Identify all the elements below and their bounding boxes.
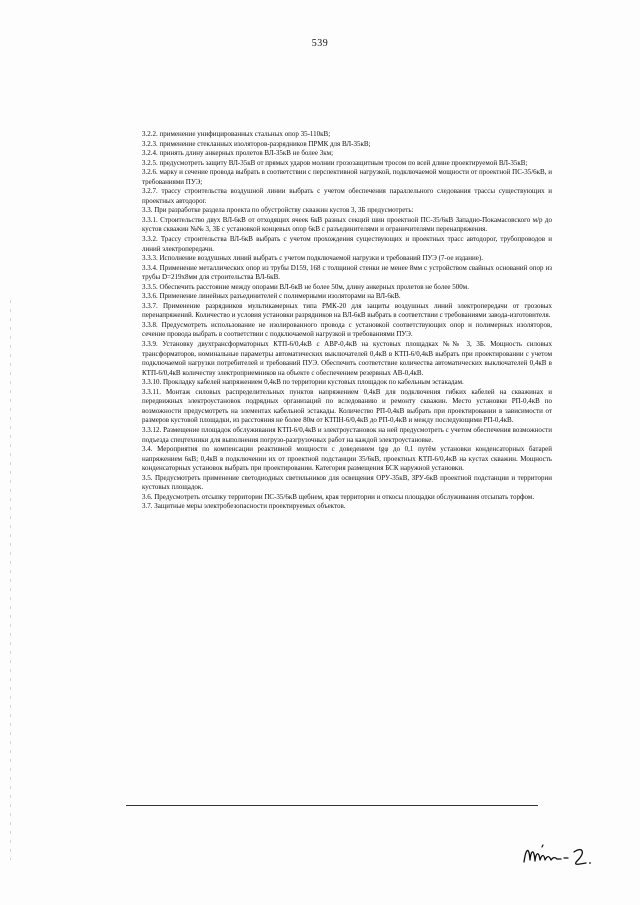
handwritten-signature [520,838,600,874]
paragraph-3-2-4: 3.2.4. принять длину анкерных пролетов ВЛ-35кВ не более 3км; [142,149,334,158]
scan-edge-artifact [10,300,11,860]
paragraph-3-3-10: 3.3.10. Прокладку кабелей напряжением 0,4кВ по территории кустовых площадок по кабельным эстакадам. [142,378,464,387]
paragraph-3-3-1: 3.3.1. Строительство двух ВЛ-6кВ от отходящих ячеек 6кВ разных секций шин проектной ПС-35/6кВ Западно-Покамасовского м/р до кустов скважин №№ 3, 3Б с установкой концевых опор 6кВ с разъединителями и ограничителями перенапряжения. [142,215,552,234]
paragraph-3-3-3: 3.3.3. Исполнение воздушных линий выбрать с учетом подключаемой нагрузки и требований ПУЭ (7-ое издание). [142,254,483,263]
page-number: 539 [311,38,329,49]
paragraph-3-2-2: 3.2.2. применение унифицированных стальных опор 35-110кВ; [142,130,331,138]
paragraph-3-5: 3.5. Предусмотреть применение светодиодных светильников для освещения ОРУ-35кВ, ЗРУ-6кВ проектной подстанции и территории кустовых площадок. [142,473,552,492]
paragraph-3-3-9: 3.3.9. Установку двухтрансформаторных КТП-6/0,4кВ с АВР-0,4кВ на кустовых площадках №№ 3, 3Б. Мощность силовых трансформаторов, номинальные параметры автоматических выключателей 0,4кВ в КТП-6/0,4кВ выбрать при проектировании с учетом подключаемой нагрузки потребителей и требований ПУЭ. Обеспечить соответствие количества автоматических выключателей 0,4кВ в КТП-6/0,4кВ количеству электроприемников на объекте с обеспечением резервных АВ-0,4кВ. [142,340,552,377]
paragraph-3-6: 3.6. Предусмотреть отсыпку территории ПС-35/6кВ щебнем, края территории и откосы площадки обслуживания отсыпать торфом. [142,492,535,501]
signature-line [126,805,538,806]
paragraph-3-3-5: 3.3.5. Обеспечить расстояние между опорами ВЛ-6кВ не более 50м, длину анкерных пролетов не более 500м. [142,282,469,291]
paragraph-3-7: 3.7. Защитные меры электробезопасности проектируемых объектов. [142,502,346,511]
paragraph-3-3: 3.3. При разработке раздела проекта по обустройству скважин кустов 3, 3Б предусмотреть: [142,206,414,215]
document-body [142,130,552,512]
paragraph-3-3-8: 3.3.8. Предусмотреть использование не изолированного провода с установкой соответствующих опор и полимерных изоляторов, сечение провода выбрать в соответствии с подключаемой нагрузкой и требованиями ПУЭ. [142,320,552,339]
paragraph-3-3-7: 3.3.7. Применение разрядников мультикамерных типа РМК-20 для защиты воздушных линий электропередачи от грозовых перенапряжений. Количество и условия установки разрядников на ВЛ-6кВ выбрать в соответствии с требованиями завода-изготовителя. [142,301,552,320]
paragraph-3-3-12: 3.3.12. Размещение площадок обслуживания КТП-6/0,4кВ и электроустановок на ней предусмотреть с учетом обеспечения возможности подъезда спецтехники для выполнения погрузо-разгрузочных работ на каждой электроустановке. [142,425,552,444]
paragraph-3-2-6: 3.2.6. марку и сечение провода выбрать в соответствии с перспективной нагрузкой, подключаемой мощности от проектной ПС-35/6кВ, и требованиями ПУЭ; [142,168,552,186]
paragraph-3-3-6: 3.3.6. Применение линейных разъединителей с полимерными изоляторами на ВЛ-6кВ. [142,292,401,301]
paragraph-3-3-4: 3.3.4. Применение металлических опор из трубы D159, 168 с толщиной стенки не менее 8мм с устройством свайных оснований опор из трубы D=219х8мм для строительства ВЛ-6кВ. [142,263,552,282]
paragraph-3-2-5: 3.2.5. предусмотреть защиту ВЛ-35кВ от прямых ударов молнии грозозащитным тросом по всей длине проектируемой ВЛ-35кВ; [142,158,528,167]
paragraph-3-3-11: 3.3.11. Монтаж силовых распределительных пунктов напряжением 0,4кВ для подключения гибких кабелей на скважинах и передвижных электроустановок подрядных организаций по вследованию и ремонту скважин. Место установки РП-0,4кВ по возможности предусмотреть на элементах кабельной эстакады. Количество РП-0,4кВ выбрать при проектировании в зависимости от размеров кустовой площадки, из расстояния не более 80м от КТПН-6/0,4кВ до РП-0,4кВ и между последующими РП-0,4кВ. [142,387,552,425]
paragraph-3-4: 3.4. Мероприятия по компенсации реактивной мощности с доведением tgφ до 0,1 путём установки конденсаторных батарей напряжением 6кВ; 0,4кВ в подключении их от проектной подстанции 35/6кВ, проектных КТП-6/0,4кВ на кустах скважин. Мощность конденсаторных установок выбрать при проектировании. Категория размещения БСК наружной установки. [142,445,552,473]
paragraph-3-3-2: 3.3.2. Трассу строительства ВЛ-6кВ выбрать с учетом прохождения существующих и проектных трасс автодорог, трубопроводов и линий электропередачи. [142,235,552,253]
paragraph-3-2-7: 3.2.7. трассу строительства воздушной линии выбрать с учетом обеспечения параллельного следования трассы существующих и проектных автодорог. [142,187,552,205]
paragraph-3-2-3: 3.2.3. применение стекланных изоляторов-разрядников ПРМК для ВЛ-35кВ; [142,139,371,148]
